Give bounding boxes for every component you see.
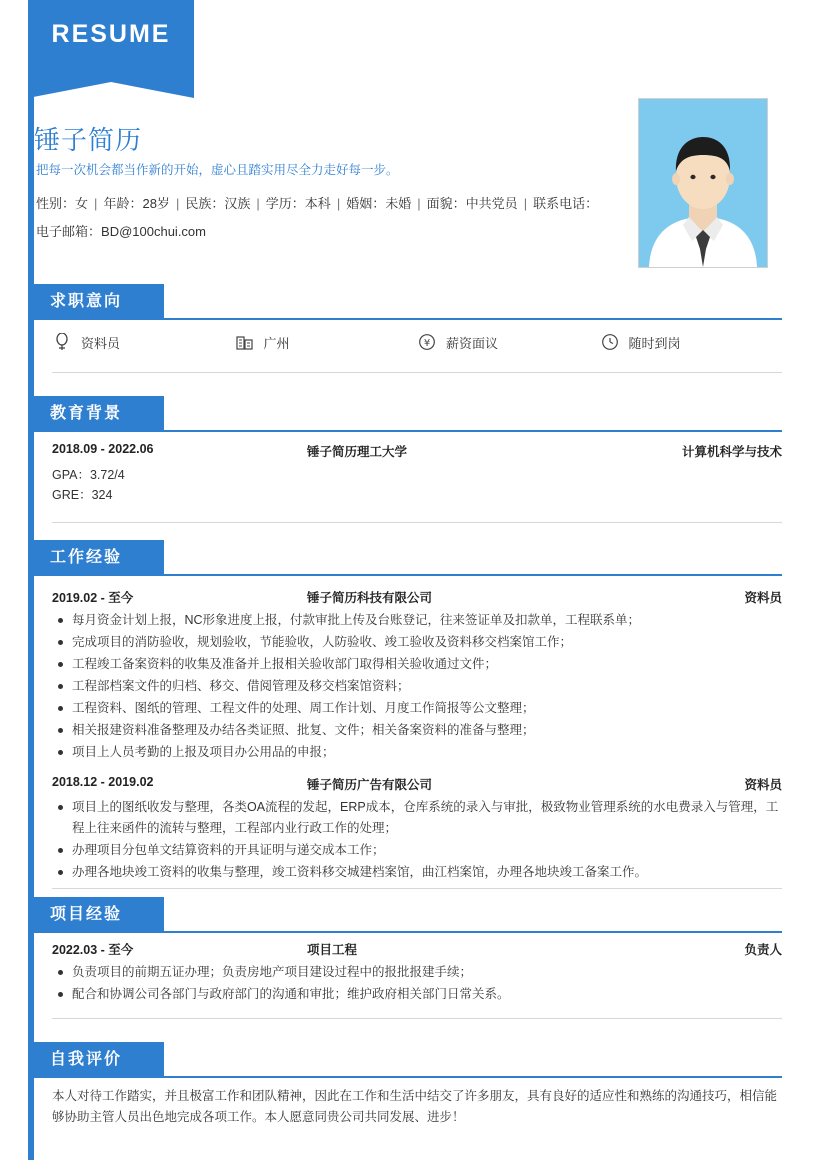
list-item: 负责项目的前期五证办理；负责房地产项目建设过程中的报批报建手续； <box>70 962 782 983</box>
project-entry-1 <box>52 940 782 1006</box>
education-entry <box>52 442 782 505</box>
banner-label: RESUME <box>51 20 171 48</box>
resume-banner <box>28 0 194 82</box>
work-1-company: 锤子简历科技有限公司 <box>307 591 433 605</box>
basic-ethnicity: 民族：汉族 <box>185 196 251 211</box>
page-title: 锤子简历 <box>34 125 143 155</box>
personal-motto: 把每一次机会都当作新的开始，虚心且踏实用尽全力走好每一步。 <box>36 163 399 177</box>
city-icon <box>235 332 255 352</box>
work-2-date: 2018.12 - 2019.02 <box>52 775 154 789</box>
list-item: 工程资料、图纸的管理、工程文件的处理、周工作计划、月度工作简报等公文整理； <box>70 698 782 719</box>
education-gpa: GPA：3.72/4 <box>52 468 125 482</box>
avatar <box>638 98 768 268</box>
project-1-role: 负责人 <box>744 943 782 957</box>
salary-icon <box>417 332 437 352</box>
clock-icon <box>600 332 620 352</box>
list-item: 工程竣工备案资料的收集及准备并上报相关验收部门取得相关验收通过文件； <box>70 654 782 675</box>
project-1-bullets <box>52 962 782 1005</box>
basic-phone: 联系电话： <box>533 196 599 211</box>
basic-political: 面貌：中共党员 <box>426 196 518 211</box>
section-header-project <box>28 897 164 933</box>
work-1-bullets <box>52 610 782 763</box>
intent-salary-label: 薪资面议 <box>446 335 499 351</box>
basic-marital: 婚姻：未婚 <box>346 196 412 211</box>
intent-availability-label: 随时到岗 <box>628 335 681 351</box>
section-header-work <box>28 540 164 576</box>
section-rule-work <box>136 574 782 576</box>
avatar-illustration <box>639 99 767 267</box>
list-item: 项目上的图纸收发与整理，各类OA流程的发起，ERP成本，仓库系统的录入与审批，极致物业管理系统的水电费录入与管理，工程上往来函件的流转与整理，工程部内业行政工作的处理； <box>70 797 782 839</box>
section-rule-project <box>136 931 782 933</box>
education-school: 锤子简历理工大学 <box>307 445 408 459</box>
basic-info-line-2: 电子邮箱：BD@100chui.com <box>36 224 206 239</box>
work-1-role: 资料员 <box>744 591 782 605</box>
project-1-name: 项目工程 <box>307 943 358 957</box>
education-gre: GRE：324 <box>52 488 113 502</box>
education-date: 2018.09 - 2022.06 <box>52 442 154 456</box>
selfeval-text: 本人对待工作踏实，并且极富工作和团队精神，因此在工作和生活中结交了许多朋友，具有良好的适应性和熟练的沟通技巧，相信能够协助主管人员出色地完成各项工作。本人愿意同贵公司共同发展、进步！ <box>52 1089 778 1124</box>
intent-position <box>52 332 235 352</box>
divider-education <box>52 522 782 523</box>
section-title-selfeval: 自我评价 <box>28 1042 164 1078</box>
intent-city-label: 广州 <box>263 335 290 351</box>
section-title-education: 教育背景 <box>28 396 164 432</box>
section-header-education <box>28 396 164 432</box>
left-accent-bar <box>28 0 34 1160</box>
work-entry-1 <box>52 588 782 764</box>
divider-project <box>52 1018 782 1019</box>
list-item: 每月资金计划上报，NC形象进度上报，付款审批上传及台账登记，往来签证单及扣款单，工程联系单； <box>70 610 782 631</box>
section-header-selfeval <box>28 1042 164 1078</box>
work-2-role: 资料员 <box>744 778 782 792</box>
work-entry-1-head <box>52 588 782 606</box>
intent-salary <box>417 332 600 352</box>
section-header-intention <box>28 284 164 320</box>
svg-text:¥: ¥ <box>423 338 431 349</box>
section-rule-education <box>136 430 782 432</box>
basic-gender: 性别：女 <box>36 196 89 211</box>
basic-education: 学历：本科 <box>265 196 331 211</box>
list-item: 办理项目分包单文结算资料的开具证明与递交成本工作； <box>70 840 782 861</box>
basic-age: 年龄：28岁 <box>103 196 170 211</box>
email-label: 电子邮箱 <box>36 224 89 239</box>
section-rule-selfeval <box>136 1076 782 1078</box>
intent-city <box>235 332 418 352</box>
work-2-company: 锤子简历广告有限公司 <box>307 778 433 792</box>
project-entry-1-head <box>52 940 782 958</box>
section-rule-intention <box>136 318 782 320</box>
work-2-bullets <box>52 797 782 883</box>
section-title-project: 项目经验 <box>28 897 164 933</box>
email-value: BD@100chui.com <box>101 224 206 239</box>
list-item: 完成项目的消防验收，规划验收，节能验收，人防验收、竣工验收及资料移交档案馆工作； <box>70 632 782 653</box>
intent-position-label: 资料员 <box>81 335 121 351</box>
list-item: 配合和协调公司各部门与政府部门的沟通和审批；维护政府相关部门日常关系。 <box>70 984 782 1005</box>
selfeval-body <box>52 1086 782 1128</box>
section-title-intention: 求职意向 <box>28 284 164 320</box>
education-entry-head <box>52 442 782 460</box>
intent-availability <box>600 332 783 352</box>
list-item: 相关报建资料准备整理及办结各类证照、批复、文件；相关备案资料的准备与整理； <box>70 720 782 741</box>
divider-intention <box>52 372 782 373</box>
basic-info-line-1: 性别：女 | 年龄：28岁 | 民族：汉族 | 学历：本科 | 婚姻：未婚 | 面貌：中共党员 | 联系电话： <box>36 196 599 211</box>
section-title-work: 工作经验 <box>28 540 164 576</box>
list-item: 办理各地块竣工资料的收集与整理，竣工资料移交城建档案馆，曲江档案馆，办理各地块竣工备案工作。 <box>70 862 782 883</box>
banner-notch <box>28 82 194 98</box>
work-entry-2-head <box>52 775 782 793</box>
list-item: 项目上人员考勤的上报及项目办公用品的申报； <box>70 742 782 763</box>
work-entry-2 <box>52 775 782 884</box>
work-1-date: 2019.02 - 至今 <box>52 591 134 605</box>
project-1-date: 2022.03 - 至今 <box>52 943 134 957</box>
education-major: 计算机科学与技术 <box>681 445 782 459</box>
divider-work <box>52 888 782 889</box>
list-item: 工程部档案文件的归档、移交、借阅管理及移交档案馆资料； <box>70 676 782 697</box>
intention-items <box>52 332 782 352</box>
position-icon <box>52 332 72 352</box>
